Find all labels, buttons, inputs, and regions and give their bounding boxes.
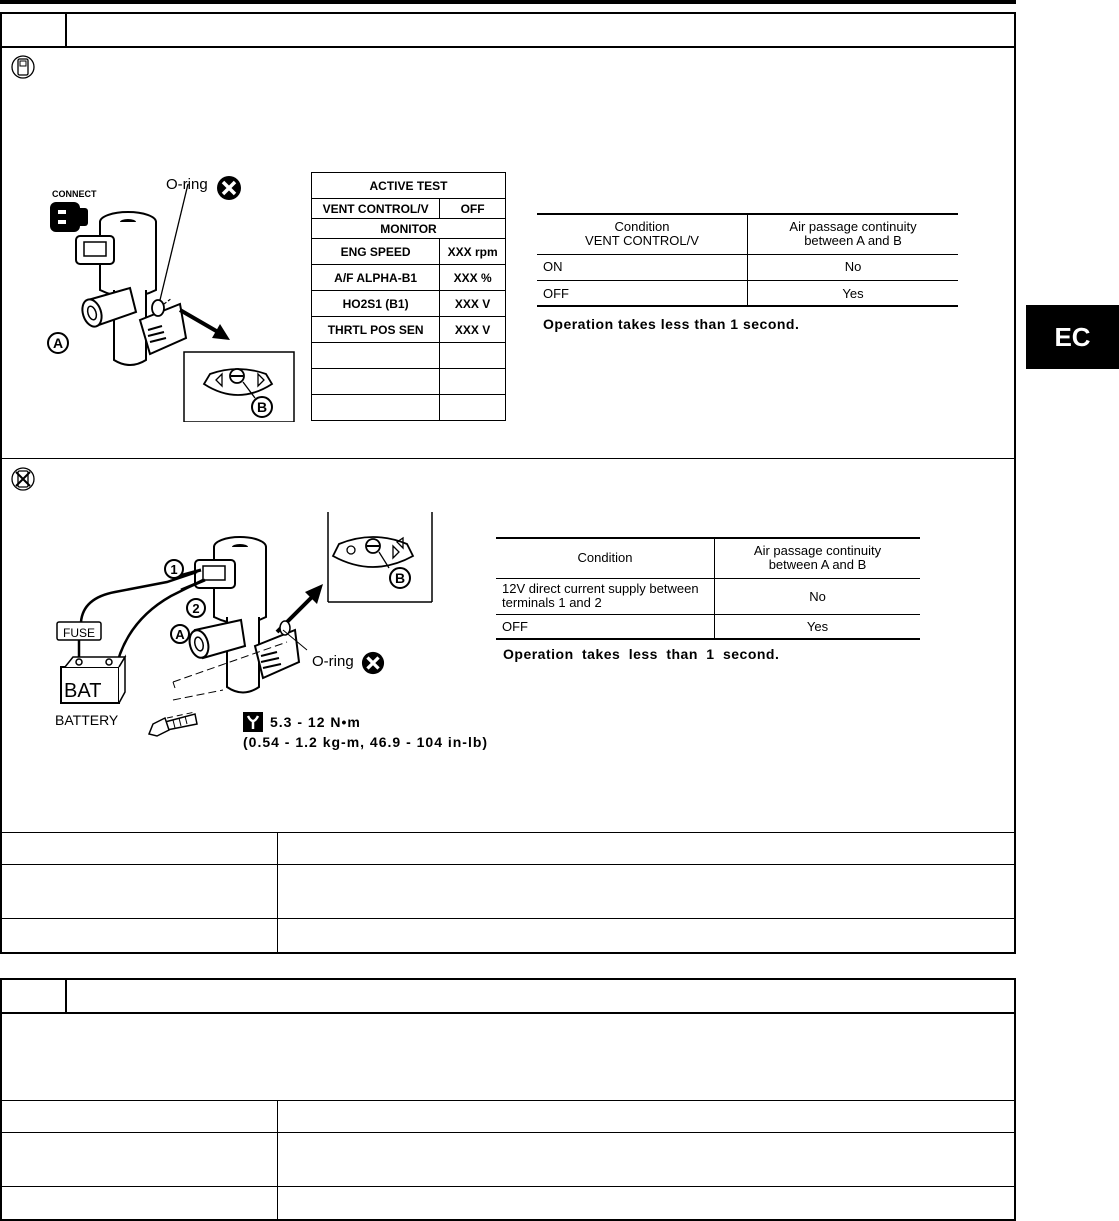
bat-label: BAT [64, 680, 102, 702]
terminal-2-label: 2 [186, 598, 206, 618]
port-a-label-2: A [170, 624, 190, 644]
monitor-item: THRTL POS SEN [312, 317, 440, 343]
section-divider [0, 458, 1016, 459]
cond2-top-rule [496, 537, 920, 539]
monitor-empty-cell [440, 369, 506, 395]
monitor-value: XXX V [440, 317, 506, 343]
active-test-table [311, 172, 506, 421]
ok-ng-divider-mid [0, 864, 1016, 865]
monitor-empty-cell [312, 343, 440, 369]
no-consult-icon [10, 466, 36, 492]
vent-valve-illustration [40, 170, 300, 422]
vent-control-label: VENT CONTROL/V [312, 199, 440, 219]
cond1-header-air: Air passage continuity between A and B [789, 219, 917, 248]
step-number-divider [65, 12, 67, 48]
oring-label-2: O-ring [312, 653, 354, 670]
lower-divider-3 [0, 1186, 1016, 1187]
ok-ng-column-rule [277, 832, 278, 952]
ok-ng-divider-top [0, 832, 1016, 833]
port-b-label: B [251, 396, 273, 418]
consult-icon [10, 54, 36, 80]
step-header-rule-2 [0, 1012, 1016, 1014]
cond2-header-air: Air passage continuity between A and B [753, 543, 882, 572]
oring-replace-icon [216, 175, 242, 201]
cond2-row-rule [496, 614, 920, 615]
torque-spec-alt: (0.54 - 1.2 kg-m, 46.9 - 104 in-lb) [243, 734, 489, 750]
cond1-note: Operation takes less than 1 second. [543, 316, 800, 332]
port-b-label-2: B [389, 567, 411, 589]
battery-label: BATTERY [55, 712, 119, 728]
inspection-box-1 [0, 12, 1016, 954]
cond2-row-result: No [809, 589, 826, 604]
monitor-empty-cell [312, 395, 440, 421]
monitor-value: XXX rpm [440, 239, 506, 265]
cond1-row-result: Yes [842, 286, 864, 301]
monitor-item: HO2S1 (B1) [312, 291, 440, 317]
monitor-item: ENG SPEED [312, 239, 440, 265]
cond2-header-condition: Condition [577, 550, 633, 565]
monitor-value: XXX V [440, 291, 506, 317]
step-header-rule [0, 46, 1016, 48]
torque-spec: 5.3 - 12 N•m [270, 714, 361, 730]
port-a-label: A [47, 332, 69, 354]
section-tab-ec: EC [1026, 305, 1119, 369]
lower-divider-2 [0, 1132, 1016, 1133]
connect-label: CONNECT [52, 189, 97, 199]
terminal-1-label: 1 [164, 559, 184, 579]
lower-column-rule [277, 1100, 278, 1220]
torque-wrench-icon [243, 712, 263, 732]
monitor-empty-cell [440, 343, 506, 369]
cond2-header-rule [496, 578, 920, 579]
monitor-empty-cell [312, 369, 440, 395]
cond2-bottom-rule [496, 638, 920, 640]
lower-divider-1 [0, 1100, 1016, 1101]
step-number-divider-2 [65, 978, 67, 1014]
monitor-value: XXX % [440, 265, 506, 291]
top-rule [0, 0, 1016, 4]
monitor-header: MONITOR [312, 219, 506, 239]
cond1-row-result: No [844, 259, 862, 274]
cond1-header-condition: Condition VENT CONTROL/V [585, 219, 699, 248]
cond2-note: Operation takes less than 1 second. [503, 646, 780, 662]
cond1-row-condition: ON [543, 259, 563, 274]
oring-replace-icon-2 [361, 651, 385, 675]
cond2-row-condition: 12V direct current supply between terminals 1 and 2 [502, 581, 699, 610]
cond2-row-result: Yes [806, 619, 829, 634]
cond2-row-condition: OFF [502, 619, 528, 634]
ok-ng-divider-low [0, 918, 1016, 919]
oring-label: O-ring [166, 176, 208, 193]
monitor-item: A/F ALPHA-B1 [312, 265, 440, 291]
monitor-empty-cell [440, 395, 506, 421]
active-test-header: ACTIVE TEST [312, 173, 506, 199]
cond1-row-condition: OFF [543, 286, 569, 301]
vent-control-value: OFF [440, 199, 506, 219]
fuse-label: FUSE [62, 626, 95, 640]
